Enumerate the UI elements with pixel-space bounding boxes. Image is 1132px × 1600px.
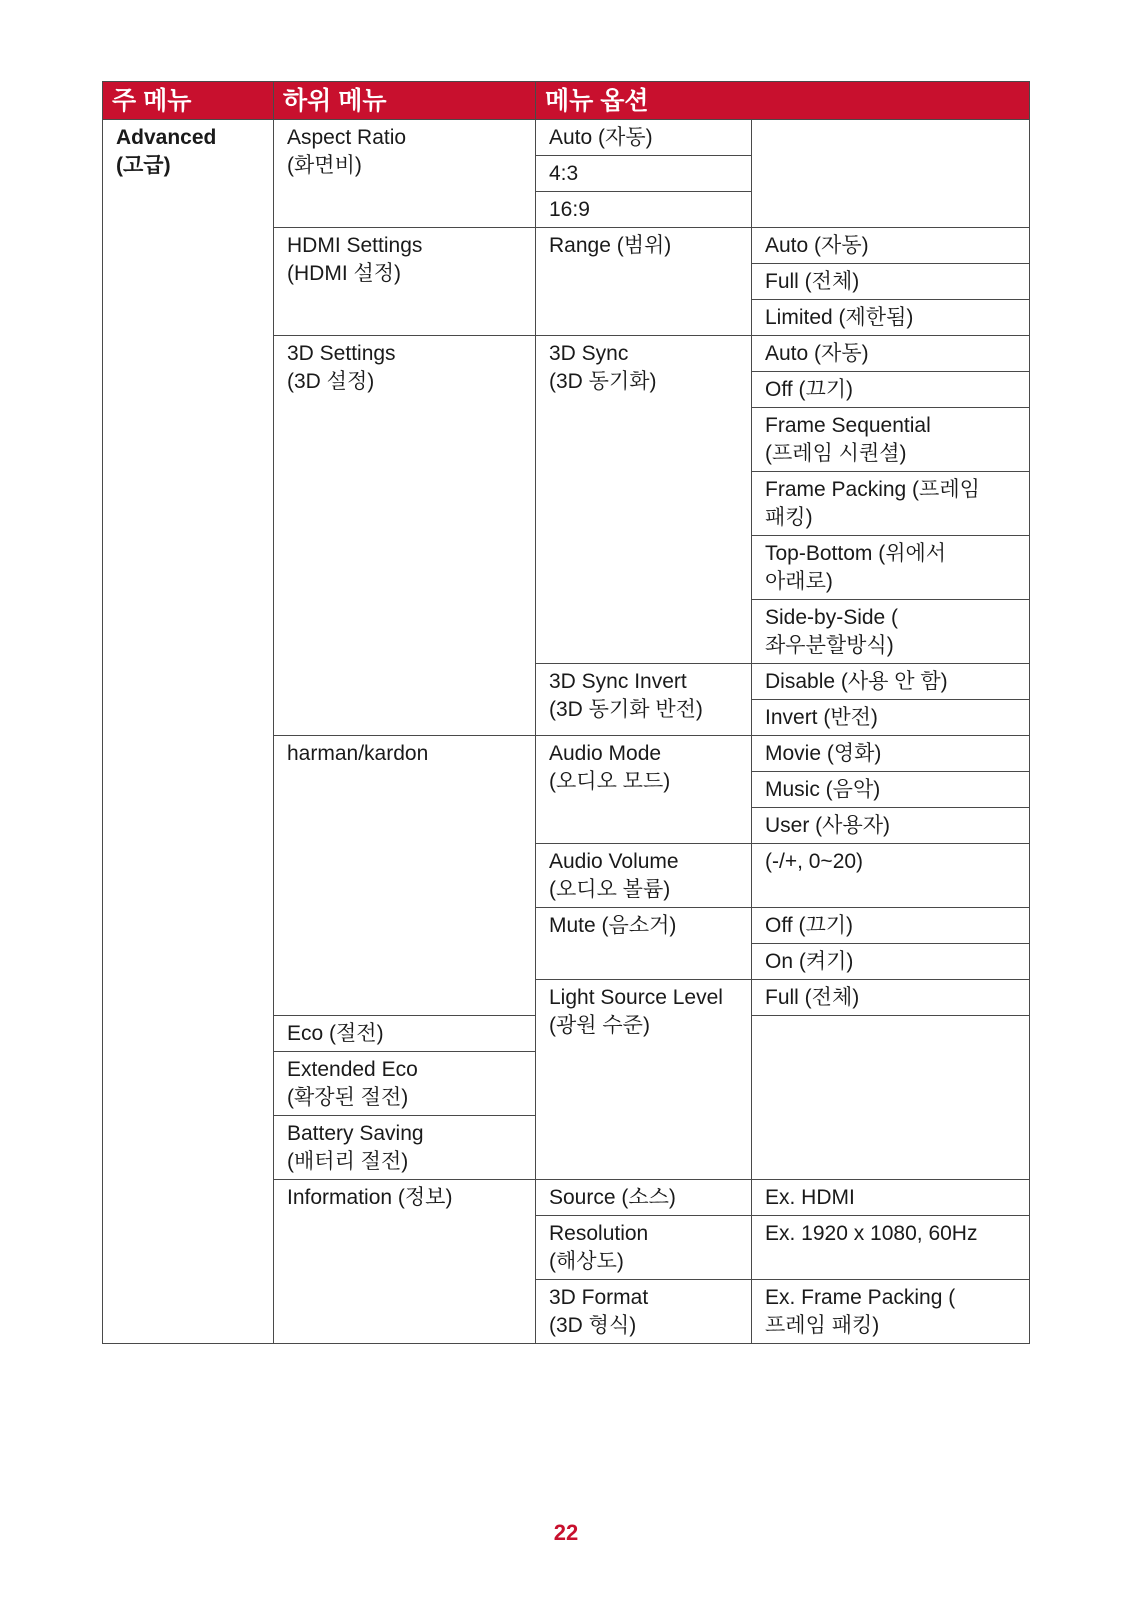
submenu-harman-kardon: harman/kardon: [274, 736, 536, 1016]
submenu-light-source-level: Light Source Level (광원 수준): [536, 980, 752, 1180]
main-menu-advanced: Advanced (고급): [103, 120, 274, 1344]
value-mute-on: On (켜기): [752, 944, 1030, 980]
option-3d-sync: 3D Sync (3D 동기화): [536, 336, 752, 664]
value-3d-sync-off: Off (끄기): [752, 372, 1030, 408]
value-invert-invert: Invert (반전): [752, 700, 1030, 736]
value-audio-mode-user: User (사용자): [752, 808, 1030, 844]
option-audio-mode: Audio Mode (오디오 모드): [536, 736, 752, 844]
header-sub-menu: 하위 메뉴: [274, 82, 536, 120]
header-menu-options: 메뉴 옵션: [536, 82, 1030, 120]
value-info-3d-format: Ex. Frame Packing ( 프레임 패킹): [752, 1280, 1030, 1344]
value-audio-mode-music: Music (음악): [752, 772, 1030, 808]
option-info-resolution: Resolution (해상도): [536, 1216, 752, 1280]
value-mute-off: Off (끄기): [752, 908, 1030, 944]
option-light-eco: Eco (절전): [274, 1016, 536, 1052]
value-range-limited: Limited (제한됨): [752, 300, 1030, 336]
value-3d-sync-auto: Auto (자동): [752, 336, 1030, 372]
header-main-menu: 주 메뉴: [103, 82, 274, 120]
submenu-3d-settings: 3D Settings (3D 설정): [274, 336, 536, 736]
value-range-full: Full (전체): [752, 264, 1030, 300]
value-3d-sync-frame-packing: Frame Packing (프레임 패킹): [752, 472, 1030, 536]
page-number: 22: [553, 1520, 579, 1545]
option-aspect-4-3: 4:3: [536, 156, 752, 192]
table-header-row: [103, 82, 1030, 120]
value-3d-sync-top-bottom: Top-Bottom (위에서 아래로): [752, 536, 1030, 600]
value-info-source: Ex. HDMI: [752, 1180, 1030, 1216]
option-light-extended-eco: Extended Eco (확장된 절전): [274, 1052, 536, 1116]
option-info-source: Source (소스): [536, 1180, 752, 1216]
submenu-aspect-ratio: Aspect Ratio (화면비): [274, 120, 536, 228]
option-audio-volume: Audio Volume (오디오 볼륨): [536, 844, 752, 908]
option-aspect-16-9: 16:9: [536, 192, 752, 228]
value-3d-sync-frame-sequential: Frame Sequential (프레임 시퀀셜): [752, 408, 1030, 472]
empty-cell: [752, 120, 1030, 228]
option-aspect-auto: Auto (자동): [536, 120, 752, 156]
option-info-3d-format: 3D Format (3D 형식): [536, 1280, 752, 1344]
value-audio-volume-range: (-/+, 0~20): [752, 844, 1030, 908]
advanced-menu-table: [102, 81, 1030, 1344]
value-3d-sync-side-by-side: Side-by-Side ( 좌우분할방식): [752, 600, 1030, 664]
value-invert-disable: Disable (사용 안 함): [752, 664, 1030, 700]
option-hdmi-range: Range (범위): [536, 228, 752, 336]
value-audio-mode-movie: Movie (영화): [752, 736, 1030, 772]
option-3d-sync-invert: 3D Sync Invert (3D 동기화 반전): [536, 664, 752, 736]
value-info-resolution: Ex. 1920 x 1080, 60Hz: [752, 1216, 1030, 1280]
table-row: [103, 120, 1030, 156]
option-mute: Mute (음소거): [536, 908, 752, 980]
submenu-information: Information (정보): [274, 1180, 536, 1344]
option-light-full: Full (전체): [752, 980, 1030, 1016]
option-light-battery-saving: Battery Saving (배터리 절전): [274, 1116, 536, 1180]
submenu-hdmi-settings: HDMI Settings (HDMI 설정): [274, 228, 536, 336]
value-range-auto: Auto (자동): [752, 228, 1030, 264]
